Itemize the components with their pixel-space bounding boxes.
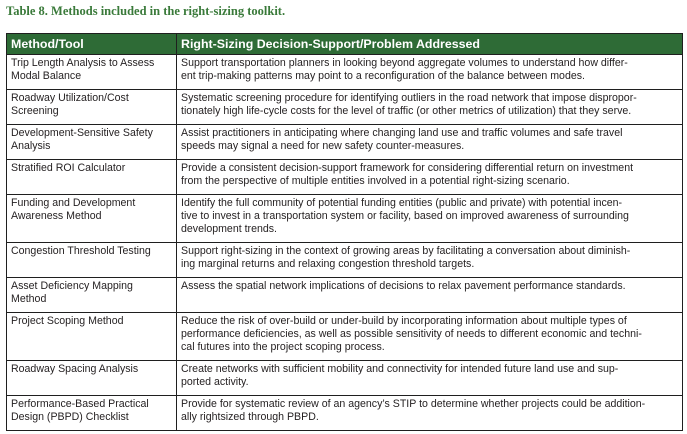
- table-row: [7, 278, 683, 313]
- method-cell: Trip Length Analysis to Assess Modal Balance: [7, 55, 177, 90]
- method-cell: Funding and Development Awareness Method: [7, 195, 177, 243]
- method-cell: Asset Deficiency Mapping Method: [7, 278, 177, 313]
- description-cell: Identify the full community of potential funding entities (public and private) with potential incen- tive to invest in a transportation system or facility, based on improved awareness of surrounding development trends.: [177, 195, 683, 243]
- description-cell: Systematic screening procedure for identifying outliers in the road network that impose dispropor- tionately high life-cycle costs for the level of traffic (or other metrics of utilization) that they serve.: [177, 90, 683, 125]
- description-cell: Create networks with sufficient mobility and connectivity for intended future land use and sup- ported activity.: [177, 361, 683, 396]
- table-row: [7, 396, 683, 431]
- table-header-row: [7, 34, 683, 55]
- table-caption: Table 8. Methods included in the right-sizing toolkit.: [6, 4, 286, 18]
- method-cell: Project Scoping Method: [7, 313, 177, 361]
- description-cell: Assess the spatial network implications of decisions to relax pavement performance standards.: [177, 278, 683, 313]
- table-row: [7, 243, 683, 278]
- description-cell: Support right-sizing in the context of growing areas by facilitating a conversation about diminish- ing marginal returns and relaxing congestion threshold targets.: [177, 243, 683, 278]
- table-row: [7, 160, 683, 195]
- table-row: [7, 55, 683, 90]
- method-cell: Development-Sensitive Safety Analysis: [7, 125, 177, 160]
- methods-table: [6, 33, 683, 431]
- description-cell: Provide a consistent decision-support framework for considering differential return on investment from the perspective of multiple entities involved in a potential right-sizing scenario.: [177, 160, 683, 195]
- description-cell: Reduce the risk of over-build or under-build by incorporating information about multiple types of performance deficiencies, as well as possible sensitivity of needs to different economic and techni- cal futures into the project scoping process.: [177, 313, 683, 361]
- description-cell: Support transportation planners in looking beyond aggregate volumes to understand how differ- ent trip-making patterns may point to a reconfiguration of the balance between modes.: [177, 55, 683, 90]
- method-cell: Stratified ROI Calculator: [7, 160, 177, 195]
- header-problem-addressed: Right-Sizing Decision-Support/Problem Addressed: [177, 34, 683, 55]
- table-row: [7, 125, 683, 160]
- method-cell: Congestion Threshold Testing: [7, 243, 177, 278]
- table-row: [7, 313, 683, 361]
- method-cell: Performance-Based Practical Design (PBPD) Checklist: [7, 396, 177, 431]
- description-cell: Assist practitioners in anticipating where changing land use and traffic volumes and safe travel speeds may signal a need for new safety counter-measures.: [177, 125, 683, 160]
- table-row: [7, 361, 683, 396]
- header-method-tool: Method/Tool: [7, 34, 177, 55]
- description-cell: Provide for systematic review of an agency’s STIP to determine whether projects could be addition- ally rightsized through PBPD.: [177, 396, 683, 431]
- method-cell: Roadway Utilization/Cost Screening: [7, 90, 177, 125]
- table-row: [7, 90, 683, 125]
- method-cell: Roadway Spacing Analysis: [7, 361, 177, 396]
- table-row: [7, 195, 683, 243]
